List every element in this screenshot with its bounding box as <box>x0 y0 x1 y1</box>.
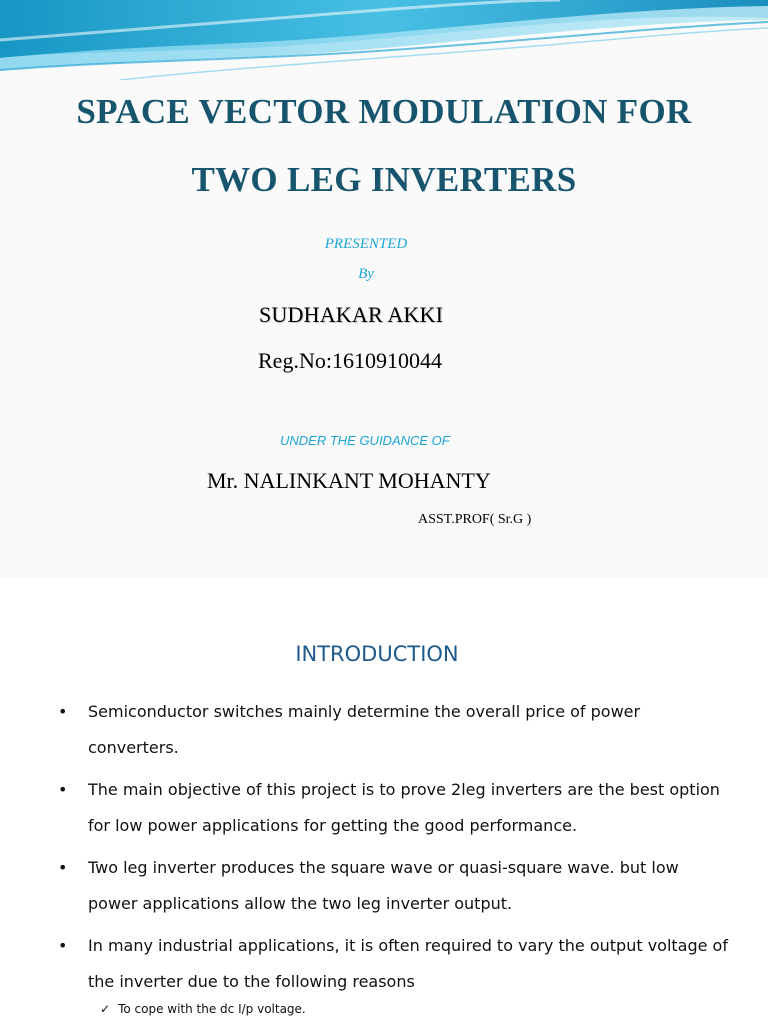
bullet-text: Two leg inverter produces the square wave or quasi-square wave. but low power applications allow the two leg inverter output. <box>88 858 679 913</box>
checklist-item <box>100 1002 306 1016</box>
introduction-slide <box>0 586 768 1024</box>
presenter-name: SUDHAKAR AKKI <box>259 302 444 327</box>
registration-number: Reg.No:1610910044 <box>258 348 442 373</box>
list-item <box>0 928 768 1000</box>
slide-title-line-1: SPACE VECTOR MODULATION FOR <box>76 92 692 131</box>
guidance-label: UNDER THE GUIDANCE OF <box>280 433 450 448</box>
decorative-wave-header <box>0 0 768 80</box>
bullet-text: In many industrial applications, it is often required to vary the output voltage of the inverter due to the following reasons <box>88 936 728 991</box>
list-item <box>0 850 768 922</box>
guide-designation: ASST.PROF( Sr.G ) <box>418 512 532 527</box>
list-item <box>0 772 768 844</box>
presented-label: PRESENTED <box>324 236 408 252</box>
checkmark-icon: ✓ <box>100 1002 111 1016</box>
by-label: By <box>358 266 374 282</box>
bullet-icon: • <box>58 702 68 721</box>
bullet-icon: • <box>58 858 68 877</box>
bullet-icon: • <box>58 936 68 955</box>
guide-name: Mr. NALINKANT MOHANTY <box>207 468 491 493</box>
bullet-list <box>0 694 768 1006</box>
bullet-icon: • <box>58 780 68 799</box>
slide-title-line-2: TWO LEG INVERTERS <box>191 160 577 199</box>
checklist-text: To cope with the dc I/p voltage. <box>118 1002 306 1016</box>
introduction-heading: INTRODUCTION <box>295 642 459 666</box>
list-item <box>0 694 768 766</box>
bullet-text: The main objective of this project is to prove 2leg inverters are the best option for low power applications for getting the good performance. <box>88 780 720 835</box>
bullet-text: Semiconductor switches mainly determine the overall price of power converters. <box>88 702 641 757</box>
